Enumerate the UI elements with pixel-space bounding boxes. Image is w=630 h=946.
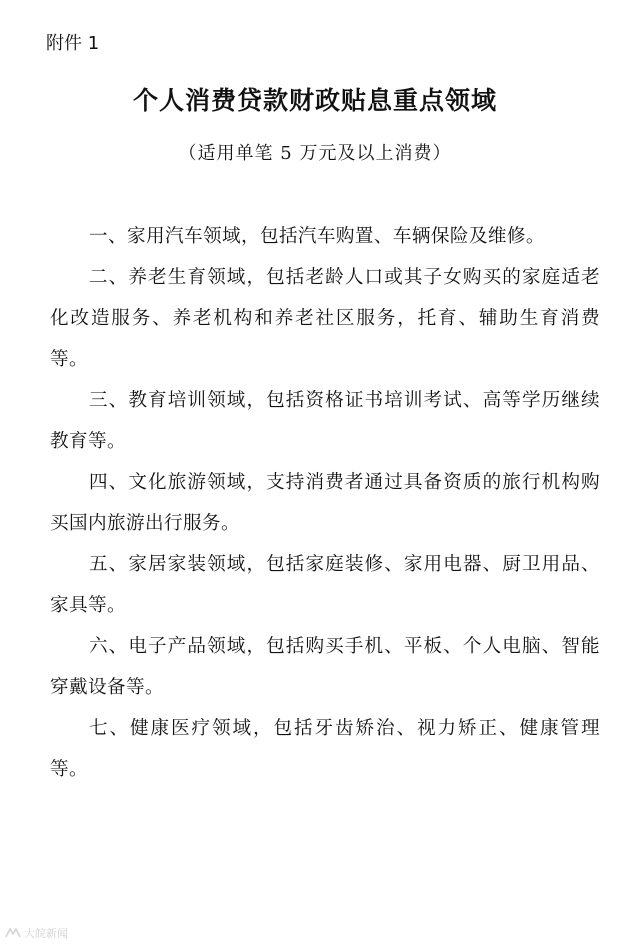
attachment-label: 附件 1 (46, 33, 100, 54)
document-subtitle: （适用单笔 5 万元及以上消费） (178, 143, 452, 164)
paragraph-3: 三、教育培训领域，包括资格证书培训考试、高等学历继续教育等。 (50, 390, 600, 452)
paragraph-7: 七、健康医疗领域，包括牙齿矫治、视力矫正、健康管理等。 (50, 718, 600, 780)
watermark (4, 925, 68, 941)
paragraph-2: 二、养老生育领域，包括老龄人口或其子女购买的家庭适老化改造服务、养老机构和养老社区服务，托育、辅助生育消费等。 (50, 267, 600, 370)
paragraph-4: 四、文化旅游领域，支持消费者通过具备资质的旅行机构购买国内旅游出行服务。 (50, 472, 600, 534)
paragraph-1: 一、家用汽车领域，包括汽车购置、车辆保险及维修。 (89, 226, 545, 247)
brand-logo-icon (4, 926, 22, 940)
document-title: 个人消费贷款财政贴息重点领域 (132, 86, 497, 115)
paragraph-5: 五、家居家装领域，包括家庭装修、家用电器、厨卫用品、家具等。 (50, 554, 600, 616)
watermark-text: 大皖新闻 (24, 927, 68, 940)
paragraph-6: 六、电子产品领域，包括购买手机、平板、个人电脑、智能穿戴设备等。 (50, 636, 600, 698)
document-body (50, 216, 600, 790)
